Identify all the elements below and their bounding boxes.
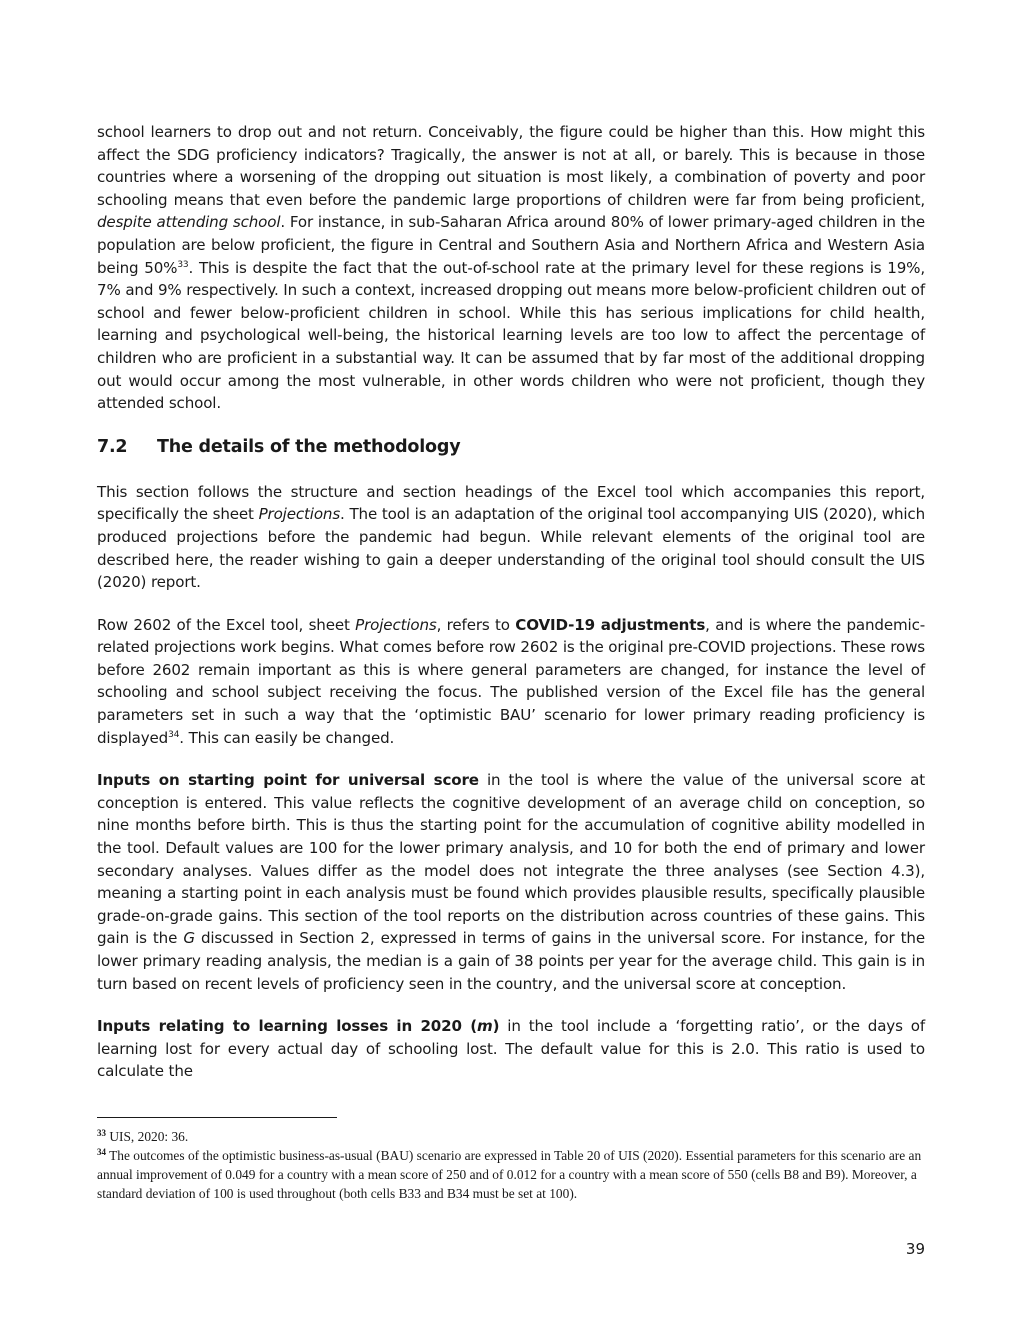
footnote-divider — [97, 1117, 337, 1118]
footnote-34 — [97, 1146, 925, 1203]
bold-text: Inputs on starting point for universal score — [97, 771, 479, 790]
footnote-ref-33[interactable]: 33 — [177, 259, 189, 270]
italic-text: despite attending school — [97, 213, 281, 232]
footnote-ref-34[interactable]: 34 — [168, 729, 180, 740]
paragraph-starting-point — [97, 769, 925, 995]
footnote-text: The outcomes of the optimistic business-as-usual (BAU) scenario are expressed in Table 20 of UIS (2020). Essential parameters for this scenario are an annual improvement of 0.049 for a country with a mean score of 250 and of 0.012 for a country with a mean score of 550 (cells B8 and B9). Moreover, a standard deviation of 100 is used throughout (both cells B33 and B34 must be set at 100). — [97, 1148, 922, 1201]
section-title: The details of the methodology — [157, 436, 461, 457]
footnote-text: UIS, 2020: 36. — [106, 1129, 189, 1144]
page-number: 39 — [905, 1240, 925, 1258]
footnote-number: 34 — [97, 1147, 106, 1157]
footnote-number: 33 — [97, 1128, 106, 1138]
footnotes — [97, 1117, 925, 1203]
text-run: discussed in Section 2, expressed in terms of gains in the universal score. For instance, for the lower primary reading analysis, the median is a gain of 38 points per year for the average child. This gain is in turn based on recent levels of proficiency seen in the country, and the universal score at conception. — [97, 929, 925, 993]
text-run: in the tool include a ‘forgetting ratio’, or the days of learning lost for every actual day of schooling lost. The default value for this is 2.0. This ratio is used to calculate the — [97, 1017, 925, 1081]
footnote-33 — [97, 1127, 925, 1146]
text-run: . This can easily be changed. — [179, 728, 395, 747]
text-run: school learners to drop out and not return. Conceivably, the figure could be higher than this. How might this affect the SDG proficiency indicators? Tragically, the answer is not at all, or barely. This is because in those countries where a worsening of the dropping out situation is most likely, a combination of poverty and poor schooling means that even before the pandemic large proportions of children were far from being proficient, — [97, 123, 925, 209]
text-run: Row 2602 of the Excel tool, sheet — [97, 615, 356, 634]
italic-text: Projections — [355, 615, 437, 634]
text-run: . For instance, in sub-Saharan Africa around 80% of lower primary-aged children in the population are below proficient, the figure in Central and Southern Asia and Northern Africa and Western Asia being 50% — [97, 213, 925, 277]
paragraph-structure — [97, 481, 925, 594]
bold-text: COVID-19 adjustments — [515, 615, 706, 634]
text-run: in the tool is where the value of the universal score at conception is entered. This value reflects the cognitive development of an average child on conception, so nine months before birth. This is thus the starting point for the accumulation of cognitive ability modelled in the tool. Default values are 100 for the lower primary analysis, and 10 for both the end of primary and lower secondary analyses. Values differ as the model does not integrate the three analyses (see Section 4.3), meaning a starting point in each analysis must be found which provides plausible results, specifically plausible grade-on-grade gains. This section of the tool reports on the distribution across countries of these gains. This gain is the — [97, 771, 925, 948]
bold-italic-text: m — [477, 1017, 493, 1036]
text-run: . The tool is an adaptation of the original tool accompanying UIS (2020), which produced projections before the pandemic had begun. While relevant elements of the original tool are described here, the reader wishing to gain a deeper understanding of the original tool should consult the UIS (2020) report. — [97, 505, 925, 592]
paragraph-learning-losses — [97, 1015, 925, 1083]
text-run: , refers to — [436, 615, 516, 634]
bold-text: Inputs relating to learning losses in 2020 ( — [97, 1017, 478, 1036]
section-number: 7.2 — [97, 436, 128, 457]
text-run: This section follows the structure and section headings of the Excel tool which accompanies this report, specifically the sheet — [97, 482, 925, 524]
bold-text: ) — [492, 1017, 500, 1036]
page-body — [97, 121, 925, 1103]
text-run: , and is where the pandemic-related projections work begins. What comes before row 2602 is the original pre-COVID projections. These rows before 2602 remain important as this is where general parameters are changed, for instance the level of schooling and school subject receiving the focus. The published version of the Excel file has the general parameters set in such a way that the ‘optimistic BAU’ scenario for lower primary reading proficiency is displayed — [97, 615, 926, 747]
section-heading — [97, 435, 925, 459]
italic-text: G — [183, 929, 195, 948]
paragraph-dropout — [97, 121, 925, 415]
text-run: . This is despite the fact that the out-of-school rate at the primary level for these regions is 19%, 7% and 9% respectively. In such a context, increased dropping out means more below-proficient children out of school and fewer below-proficient children in school. While this has serious implications for child health, learning and psychological well-being, the historical learning levels are too low to affect the percentage of children who are proficient in a substantial way. It can be assumed that by far most of the additional dropping out would occur among the most vulnerable, in other words children who were not proficient, though they attended school. — [97, 258, 925, 413]
italic-text: Projections — [258, 505, 341, 524]
paragraph-row-2602 — [97, 614, 925, 750]
